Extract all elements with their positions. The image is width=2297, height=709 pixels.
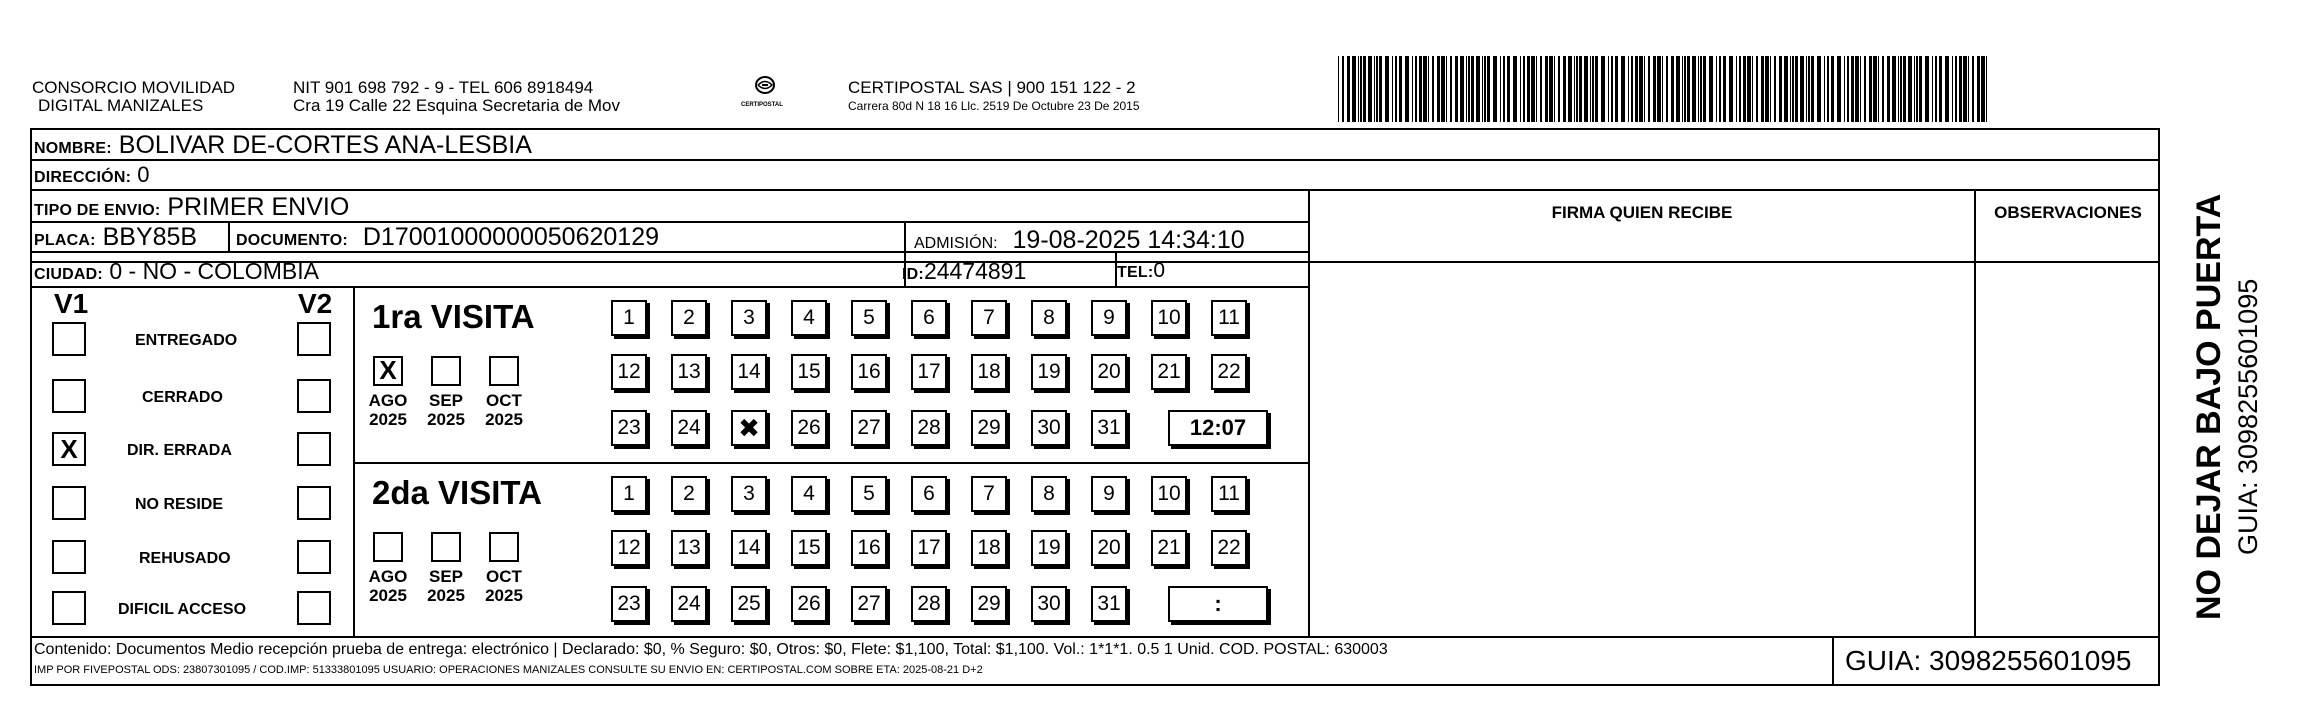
logo-icon xyxy=(735,72,795,116)
day-number: 21 xyxy=(1157,360,1181,383)
month-checkbox[interactable] xyxy=(373,532,403,562)
side-guia-number: GUIA: 3098255601095 xyxy=(2233,278,2263,555)
v2-checkbox[interactable] xyxy=(297,432,331,466)
day-box[interactable] xyxy=(1091,354,1127,390)
day-box[interactable] xyxy=(1091,586,1127,622)
day-box[interactable] xyxy=(791,354,827,390)
day-number: 18 xyxy=(977,360,1001,383)
v2-checkbox[interactable] xyxy=(297,322,331,356)
month-year: 2025 xyxy=(427,586,465,605)
day-box[interactable] xyxy=(1211,530,1247,566)
day-number: 10 xyxy=(1157,482,1181,505)
month-year: 2025 xyxy=(369,586,407,605)
day-number: 8 xyxy=(1043,482,1055,505)
day-number: 2 xyxy=(683,482,695,505)
nombre-value: BOLIVAR DE-CORTES ANA-LESBIA xyxy=(118,131,532,159)
address-line: Cra 19 Calle 22 Esquina Secretaria de Mov xyxy=(293,96,620,115)
direccion-label: DIRECCIÓN: xyxy=(34,169,132,186)
month-year: 2025 xyxy=(485,586,523,605)
v2-checkbox[interactable] xyxy=(297,379,331,413)
day-number: 4 xyxy=(803,306,815,329)
day-number: 7 xyxy=(983,306,995,329)
day-box[interactable] xyxy=(1151,476,1187,512)
logo-text: CERTIPOSTAL xyxy=(741,102,783,108)
tel-field xyxy=(1117,257,1165,287)
observations-column-title: OBSERVACIONES xyxy=(1994,203,2142,222)
day-box[interactable] xyxy=(1031,476,1067,512)
day-number: 15 xyxy=(797,536,821,559)
day-box[interactable] xyxy=(911,300,947,336)
city xyxy=(34,257,319,289)
admision-value: 19-08-2025 14:34:10 xyxy=(1012,226,1245,254)
day-box[interactable] xyxy=(671,354,707,390)
day-number: 1 xyxy=(623,482,635,505)
day-box[interactable] xyxy=(1211,476,1247,512)
day-box[interactable] xyxy=(1151,530,1187,566)
placa-label: PLACA: xyxy=(34,232,96,249)
day-box[interactable] xyxy=(851,476,887,512)
day-number: 28 xyxy=(917,416,941,439)
signature-area[interactable] xyxy=(1312,263,1972,634)
v1-check-mark: X xyxy=(60,434,78,464)
observations-area[interactable] xyxy=(1978,263,2158,634)
courier-line2: Carrera 80d N 18 16 Llc. 2519 De Octubre 23 De 2015 xyxy=(848,99,1140,113)
month-year: 2025 xyxy=(485,410,523,429)
day-box[interactable] xyxy=(911,586,947,622)
day-box[interactable] xyxy=(611,300,647,336)
month-checkbox[interactable] xyxy=(489,532,519,562)
month-label xyxy=(358,567,418,605)
day-number: 17 xyxy=(917,536,941,559)
day-box[interactable] xyxy=(791,476,827,512)
tipo-value: PRIMER ENVIO xyxy=(167,193,350,221)
v1-checkbox[interactable] xyxy=(52,486,86,520)
status-label: DIFICIL ACCESO xyxy=(118,601,247,618)
day-number: 30 xyxy=(1037,592,1061,615)
day-box[interactable] xyxy=(851,410,887,446)
day-number: 18 xyxy=(977,536,1001,559)
day-box[interactable] xyxy=(1031,354,1067,390)
documento-value: D17001000000050620129 xyxy=(362,223,660,251)
day-number: ✖ xyxy=(738,413,760,443)
document xyxy=(236,223,659,255)
documento-label: DOCUMENTO: xyxy=(236,232,348,249)
day-number: 31 xyxy=(1097,592,1121,615)
recipient-address xyxy=(34,161,149,192)
month-label xyxy=(474,391,534,429)
day-box[interactable] xyxy=(851,300,887,336)
day-box[interactable] xyxy=(791,410,827,446)
day-number: 10 xyxy=(1157,306,1181,329)
day-box[interactable] xyxy=(731,410,767,446)
shipment-type xyxy=(34,193,349,225)
day-box[interactable] xyxy=(971,354,1007,390)
day-box[interactable] xyxy=(731,476,767,512)
month-checkbox[interactable] xyxy=(431,356,461,386)
signature-column-title: FIRMA QUIEN RECIBE xyxy=(1551,203,1733,222)
day-number: 9 xyxy=(1103,482,1115,505)
month-year: 2025 xyxy=(369,410,407,429)
day-number: 13 xyxy=(677,536,701,559)
month-name: SEP xyxy=(428,391,464,410)
day-box[interactable] xyxy=(1091,300,1127,336)
day-box[interactable] xyxy=(1151,354,1187,390)
footer-print-line: IMP POR FIVEPOSTAL ODS: 23807301095 / COD.IMP: 51333801095 USUARIO: OPERACIONES MANIZALES CONSULTE SU ENVIO EN: CERTIPOSTAL.COM SOBRE ETA: 2025-08-21 D+2 xyxy=(34,664,983,676)
recipient-name xyxy=(34,131,532,163)
day-box[interactable] xyxy=(911,476,947,512)
tel-value: 0 xyxy=(1153,259,1166,282)
day-box[interactable] xyxy=(671,586,707,622)
v1-header: V1 xyxy=(54,288,89,319)
day-box[interactable] xyxy=(731,586,767,622)
day-box[interactable] xyxy=(1031,410,1067,446)
day-number: 6 xyxy=(923,482,935,505)
day-box[interactable] xyxy=(791,530,827,566)
month-name: AGO xyxy=(368,567,408,586)
day-number: 23 xyxy=(617,592,641,615)
nombre-label: NOMBRE: xyxy=(34,140,112,157)
day-number: 29 xyxy=(977,416,1001,439)
day-number: 9 xyxy=(1103,306,1115,329)
day-box[interactable] xyxy=(1211,354,1247,390)
day-number: 7 xyxy=(983,482,995,505)
day-number: 20 xyxy=(1097,360,1121,383)
day-number: 22 xyxy=(1217,536,1241,559)
month-name: OCT xyxy=(486,391,522,410)
v1-checkbox[interactable] xyxy=(52,432,86,466)
day-number: 1 xyxy=(623,306,635,329)
day-box[interactable] xyxy=(1151,300,1187,336)
day-number: 16 xyxy=(857,360,881,383)
day-number: 12 xyxy=(617,360,641,383)
month-year: 2025 xyxy=(427,410,465,429)
day-box[interactable] xyxy=(971,300,1007,336)
day-number: 11 xyxy=(1218,482,1240,505)
day-number: 11 xyxy=(1218,306,1240,329)
v1-checkbox[interactable] xyxy=(52,322,86,356)
day-number: 30 xyxy=(1037,416,1061,439)
v2-checkbox[interactable] xyxy=(297,591,331,625)
day-number: 13 xyxy=(677,360,701,383)
do-not-leave-under-door-warning: NO DEJAR BAJO PUERTA xyxy=(2190,193,2228,620)
day-number: 25 xyxy=(737,592,761,615)
day-box[interactable] xyxy=(1031,530,1067,566)
month-checkbox[interactable] xyxy=(489,356,519,386)
day-number: 27 xyxy=(857,592,881,615)
ciudad-label: CIUDAD: xyxy=(34,266,103,283)
visit-title: 2da VISITA xyxy=(372,474,542,511)
day-number: 26 xyxy=(797,592,821,615)
day-number: 20 xyxy=(1097,536,1121,559)
barcode xyxy=(1338,56,1990,122)
day-box[interactable] xyxy=(671,476,707,512)
day-number: 3 xyxy=(743,306,755,329)
day-box[interactable] xyxy=(971,530,1007,566)
day-number: 17 xyxy=(917,360,941,383)
direccion-value: 0 xyxy=(137,162,150,187)
day-number: 5 xyxy=(863,482,875,505)
admision-label: ADMISIÓN: xyxy=(914,235,998,252)
month-checkbox[interactable] xyxy=(373,356,403,386)
day-box[interactable] xyxy=(971,586,1007,622)
day-box[interactable] xyxy=(731,530,767,566)
day-number: 26 xyxy=(797,416,821,439)
month-label xyxy=(416,391,476,429)
day-number: 19 xyxy=(1037,360,1061,383)
footer-guia: GUIA: 3098255601095 xyxy=(1845,645,2132,676)
status-label: NO RESIDE xyxy=(135,496,224,513)
day-box[interactable] xyxy=(611,354,647,390)
day-box[interactable] xyxy=(791,586,827,622)
month-label xyxy=(474,567,534,605)
v2-checkbox[interactable] xyxy=(297,540,331,574)
day-number: 5 xyxy=(863,306,875,329)
day-number: 4 xyxy=(803,482,815,505)
day-number: 31 xyxy=(1097,416,1121,439)
company-name-line2: DIGITAL MANIZALES xyxy=(38,96,204,115)
day-box[interactable] xyxy=(611,586,647,622)
month-label xyxy=(416,567,476,605)
day-number: 14 xyxy=(737,360,761,383)
day-box[interactable] xyxy=(911,354,947,390)
day-number: 28 xyxy=(917,592,941,615)
v2-header: V2 xyxy=(298,288,333,319)
v1-checkbox[interactable] xyxy=(52,379,86,413)
visit-title: 1ra VISITA xyxy=(372,298,535,335)
day-number: 6 xyxy=(923,306,935,329)
day-number: 24 xyxy=(677,592,701,615)
day-number: 27 xyxy=(857,416,881,439)
status-label: ENTREGADO xyxy=(135,332,238,349)
day-box[interactable] xyxy=(1031,300,1067,336)
day-box[interactable] xyxy=(1091,530,1127,566)
certipostal-logo xyxy=(735,72,795,116)
tipo-label: TIPO DE ENVIO: xyxy=(34,202,161,219)
day-number: 29 xyxy=(977,592,1001,615)
visit-time-box[interactable]: : xyxy=(1168,586,1268,622)
plate xyxy=(34,223,197,255)
day-box[interactable] xyxy=(1031,586,1067,622)
day-box[interactable] xyxy=(851,586,887,622)
day-number: 16 xyxy=(857,536,881,559)
month-name: SEP xyxy=(428,567,464,586)
day-number: 19 xyxy=(1037,536,1061,559)
day-number: 8 xyxy=(1043,306,1055,329)
day-box[interactable] xyxy=(611,476,647,512)
day-number: 24 xyxy=(677,416,701,439)
day-box[interactable] xyxy=(1091,410,1127,446)
day-number: 22 xyxy=(1217,360,1241,383)
month-name: AGO xyxy=(368,391,408,410)
day-number: 15 xyxy=(797,360,821,383)
month-check-mark: X xyxy=(379,355,397,385)
id-field xyxy=(902,257,1026,289)
day-box[interactable] xyxy=(671,410,707,446)
day-number: 12 xyxy=(617,536,641,559)
company-name-line1: CONSORCIO MOVILIDAD xyxy=(32,78,236,97)
day-box[interactable] xyxy=(611,410,647,446)
month-name: OCT xyxy=(486,567,522,586)
day-box[interactable] xyxy=(851,354,887,390)
day-box[interactable] xyxy=(1091,476,1127,512)
footer-content-line: Contenido: Documentos Medio recepción prueba de entrega: electrónico | Declarado: $0, % Seguro: $0, Otros: $0, Flete: $1,100, Total: $1,100. Vol.: 1*1*1. 0.5 1 Unid. COD. POSTAL: 630003 xyxy=(34,641,1388,658)
day-box[interactable] xyxy=(791,300,827,336)
day-box[interactable] xyxy=(1211,300,1247,336)
day-box[interactable] xyxy=(731,354,767,390)
tel-label: TEL: xyxy=(1117,264,1154,281)
status-label: DIR. ERRADA xyxy=(127,442,232,459)
day-box[interactable] xyxy=(911,410,947,446)
day-box[interactable] xyxy=(971,410,1007,446)
day-box[interactable] xyxy=(971,476,1007,512)
status-label: REHUSADO xyxy=(139,550,231,567)
day-box[interactable] xyxy=(671,300,707,336)
day-number: 2 xyxy=(683,306,695,329)
day-number: 3 xyxy=(743,482,755,505)
day-number: 21 xyxy=(1157,536,1181,559)
courier-line1: CERTIPOSTAL SAS | 900 151 122 - 2 xyxy=(848,78,1136,97)
v1-checkbox[interactable] xyxy=(52,540,86,574)
day-box[interactable] xyxy=(851,530,887,566)
day-number: 14 xyxy=(737,536,761,559)
day-box[interactable] xyxy=(671,530,707,566)
day-number: 23 xyxy=(617,416,641,439)
month-label xyxy=(358,391,418,429)
placa-value: BBY85B xyxy=(102,223,198,251)
day-box[interactable] xyxy=(911,530,947,566)
id-value: 24474891 xyxy=(923,258,1027,284)
admission xyxy=(914,226,1245,258)
nit-line: NIT 901 698 792 - 9 - TEL 606 8918494 xyxy=(293,78,594,97)
visit-time-box[interactable]: 12:07 xyxy=(1168,410,1268,446)
v1-checkbox[interactable] xyxy=(52,591,86,625)
id-label: ID: xyxy=(902,266,924,283)
ciudad-value: 0 - NO - COLOMBIA xyxy=(109,258,319,284)
day-box[interactable] xyxy=(611,530,647,566)
v2-checkbox[interactable] xyxy=(297,486,331,520)
month-checkbox[interactable] xyxy=(431,532,461,562)
status-label: CERRADO xyxy=(142,389,223,406)
day-box[interactable] xyxy=(731,300,767,336)
